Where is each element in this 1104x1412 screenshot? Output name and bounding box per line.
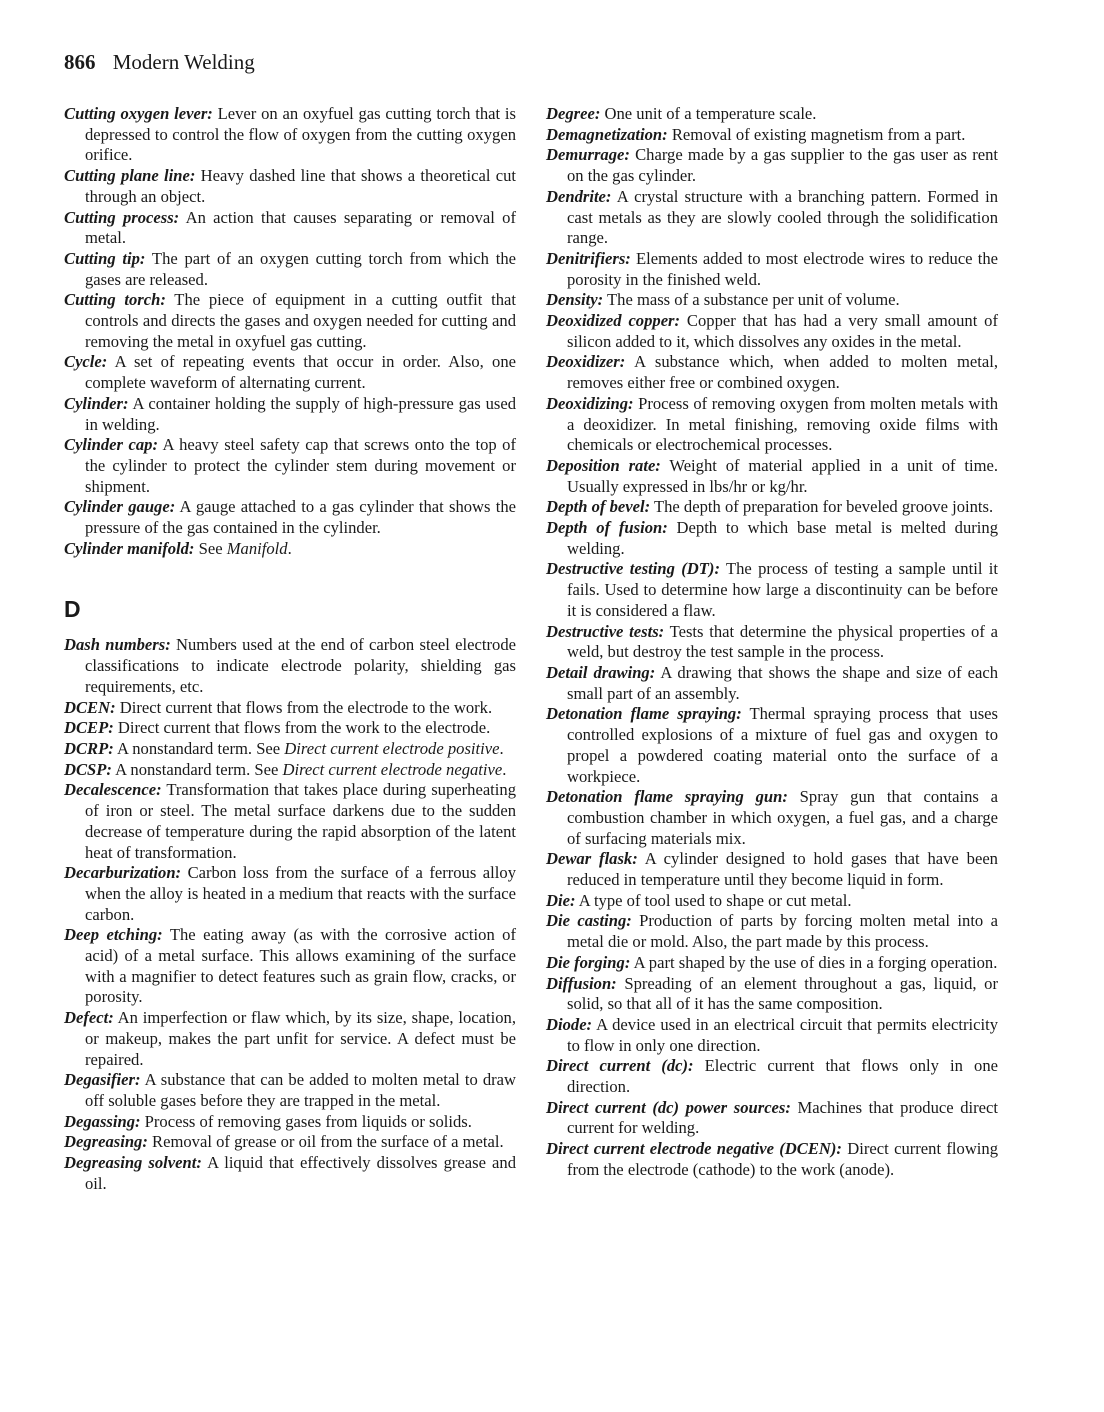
glossary-term: Depth of fusion: (546, 518, 668, 538)
glossary-definition: A nonstandard term. See (111, 759, 283, 779)
glossary-term: Deoxidized copper: (546, 311, 681, 331)
glossary-entry (546, 559, 998, 621)
glossary-entry (64, 1008, 516, 1070)
glossary-definition: Direct current that flows from the electrode to the work. (115, 697, 493, 717)
left-column (64, 104, 516, 1194)
glossary-entry (546, 891, 998, 912)
glossary-entry (546, 849, 998, 890)
glossary-entry (64, 635, 516, 697)
definition-tail: . (502, 759, 507, 779)
glossary-term: Denitrifiers: (546, 248, 631, 268)
glossary-term: Decarburization: (64, 863, 182, 883)
glossary-entry (546, 352, 998, 393)
cross-reference: Manifold (226, 538, 288, 558)
glossary-term: Detonation flame spraying: (546, 704, 742, 724)
glossary-entry (546, 1139, 998, 1180)
glossary-term: Decalescence: (64, 780, 162, 800)
glossary-entry (546, 311, 998, 352)
glossary-term: Cutting process: (64, 207, 180, 227)
glossary-definition: A heavy steel safety cap that screws onto the top of the cylinder to protect the cylinder stem during movement or shipment. (85, 435, 516, 496)
glossary-term: Depth of bevel: (546, 497, 651, 517)
glossary-term: DCSP: (64, 759, 112, 779)
glossary-definition: The process of testing a sample until it fails. Used to determine how large a discontinuity can be before it is considered a flaw. (567, 559, 998, 620)
glossary-entry (64, 863, 516, 925)
section-letter-heading: D (64, 596, 81, 623)
glossary-definition: A type of tool used to shape or cut metal. (575, 890, 852, 910)
glossary-entry (546, 249, 998, 290)
glossary-definition: A part shaped by the use of dies in a forging operation. (630, 952, 998, 972)
glossary-entry (64, 698, 516, 719)
glossary-definition: One unit of a temperature scale. (600, 104, 817, 123)
glossary-list-d (64, 635, 516, 1194)
glossary-term: Cylinder manifold: (64, 538, 195, 558)
glossary-term: DCRP: (64, 738, 114, 758)
definition-tail: . (499, 738, 504, 758)
glossary-entry (546, 1098, 998, 1139)
book-title: Modern Welding (112, 50, 255, 74)
glossary-term: Demurrage: (546, 145, 630, 165)
glossary-term: DCEP: (64, 718, 114, 738)
glossary-entry (64, 539, 516, 560)
glossary-definition: Lever on an oxyfuel gas cutting torch that is depressed to control the flow of oxygen from the cutting oxygen orifice. (85, 104, 516, 165)
glossary-definition: A drawing that shows the shape and size of each small part of an assembly. (567, 662, 999, 703)
glossary-definition: Heavy dashed line that shows a theoretical cut through an object. (85, 166, 516, 206)
glossary-definition: Numbers used at the end of carbon steel electrode classifications to indicate electrode polarity, shielding gas requirements, etc. (85, 635, 516, 696)
glossary-entry (546, 104, 998, 125)
glossary-term: Die casting: (546, 911, 632, 931)
glossary-term: Degree: (546, 104, 601, 123)
glossary-entry (546, 622, 998, 663)
running-header (64, 50, 255, 75)
glossary-entry (546, 1015, 998, 1056)
glossary-definition: Process of removing gases from liquids or solids. (140, 1111, 472, 1131)
glossary-entry (64, 1132, 516, 1153)
glossary-term: Detail drawing: (546, 662, 656, 682)
glossary-entry (64, 780, 516, 863)
glossary-definition: Spreading of an element throughout a gas, liquid, or solid, so that all of it has the same composition. (567, 973, 998, 1014)
glossary-entry (546, 704, 998, 787)
glossary-entry (546, 953, 998, 974)
glossary-entry (546, 497, 998, 518)
glossary-term: Destructive tests: (546, 621, 665, 641)
glossary-definition: Weight of material applied in a unit of time. Usually expressed in lbs/hr or kg/hr. (567, 455, 998, 496)
glossary-definition: The part of an oxygen cutting torch from which the gases are released. (85, 248, 516, 289)
right-column (546, 104, 998, 1181)
glossary-definition: Depth to which base metal is melted during welding. (567, 518, 998, 558)
glossary-term: Density: (546, 290, 604, 310)
glossary-definition: Thermal spraying process that uses controlled explosions of a mixture of fuel gas and oxygen to propel a powdered coating material onto the surface of a workpiece. (567, 704, 998, 786)
glossary-definition: A substance that can be added to molten metal to draw off soluble gases before they are trapped in the metal. (85, 1070, 516, 1110)
glossary-term: Die: (546, 890, 576, 910)
glossary-entry (64, 249, 516, 290)
glossary-definition: A set of repeating events that occur in order. Also, one complete waveform of alternating current. (85, 352, 516, 393)
glossary-entry (546, 145, 998, 186)
glossary-list-c (64, 104, 516, 559)
glossary-term: Dendrite: (546, 186, 612, 206)
glossary-term: Cycle: (64, 352, 108, 372)
glossary-entry (64, 104, 516, 166)
glossary-term: Dewar flask: (546, 849, 638, 869)
glossary-definition: An imperfection or flaw which, by its size, shape, location, or makeup, makes the part unfit for service. A defect must be repaired. (85, 1008, 516, 1069)
glossary-term: Cutting plane line: (64, 166, 196, 186)
glossary-definition: Removal of existing magnetism from a part. (667, 124, 966, 144)
glossary-term: Degasifier: (64, 1070, 141, 1090)
cross-reference: Direct current electrode positive (284, 738, 500, 758)
glossary-entry (64, 760, 516, 781)
glossary-entry (546, 663, 998, 704)
glossary-entry (546, 518, 998, 559)
glossary-entry (64, 1070, 516, 1111)
glossary-definition: Spray gun that contains a combustion chamber in which oxygen, a fuel gas, and a charge of surfacing materials mix. (567, 787, 998, 848)
glossary-term: Cylinder cap: (64, 435, 158, 455)
glossary-definition: A liquid that effectively dissolves grease and oil. (85, 1153, 517, 1193)
glossary-entry (546, 974, 998, 1015)
glossary-definition: Direct current that flows from the work to the electrode. (113, 718, 491, 738)
glossary-term: Cylinder: (64, 393, 129, 413)
glossary-definition: A cylinder designed to hold gases that have been reduced in temperature until they become liquid in form. (567, 849, 998, 890)
glossary-definition: Charge made by a gas supplier to the gas user as rent on the gas cylinder. (567, 145, 998, 186)
glossary-entry (64, 208, 516, 249)
glossary-definition: The piece of equipment in a cutting outfit that controls and directs the gases and oxygen needed for cutting and removing the metal in oxyfuel gas cutting. (85, 290, 516, 351)
glossary-entry (546, 787, 998, 849)
glossary-definition: A substance which, when added to molten metal, removes either free or combined oxygen. (567, 352, 998, 393)
glossary-definition: An action that causes separating or removal of metal. (85, 207, 516, 248)
glossary-entry (64, 1153, 516, 1194)
glossary-definition: Transformation that takes place during superheating of iron or steel. The metal surface darkens due to the sudden decrease of temperature during the rapid absorption of the latent heat of transformation. (85, 780, 516, 862)
glossary-definition: Removal of grease or oil from the surface of a metal. (147, 1132, 504, 1152)
glossary-definition: Elements added to most electrode wires to reduce the porosity in the finished weld. (567, 248, 998, 289)
glossary-entry (64, 352, 516, 393)
glossary-definition: Direct current flowing from the electrode (cathode) to the work (anode). (567, 1139, 999, 1179)
glossary-definition: Tests that determine the physical properties of a weld, but destroy the test sample in the process. (567, 621, 998, 662)
glossary-entry (546, 290, 998, 311)
glossary-entry (546, 125, 998, 146)
glossary-definition: A container holding the supply of high-pressure gas used in welding. (85, 393, 516, 434)
glossary-term: Direct current electrode negative (DCEN): (546, 1139, 842, 1159)
glossary-entry (64, 739, 516, 760)
glossary-entry (64, 497, 516, 538)
glossary-definition: A nonstandard term. See (113, 738, 285, 758)
glossary-term: Direct current (dc) power sources: (546, 1097, 791, 1117)
glossary-definition: Machines that produce direct current for welding. (567, 1097, 998, 1138)
glossary-entry (64, 166, 516, 207)
glossary-definition: A gauge attached to a gas cylinder that shows the pressure of the gas contained in the cylinder. (85, 497, 516, 538)
glossary-entry (546, 1056, 998, 1097)
glossary-entry (64, 394, 516, 435)
glossary-term: Destructive testing (DT): (546, 559, 720, 579)
glossary-term: Deep etching: (64, 925, 163, 945)
glossary-term: Deoxidizing: (546, 393, 634, 413)
glossary-definition: The eating away (as with the corrosive action of acid) of a metal surface. This allows examining of the surface with a magnifier to detect features such as grain flow, cracks, or porosity. (85, 925, 517, 1007)
glossary-term: Degreasing solvent: (64, 1153, 202, 1173)
glossary-term: Direct current (dc): (546, 1056, 694, 1076)
glossary-definition: Electric current that flows only in one direction. (567, 1056, 998, 1097)
glossary-term: Cutting oxygen lever: (64, 104, 213, 123)
glossary-definition: The depth of preparation for beveled groove joints. (650, 497, 994, 517)
glossary-definition: See (194, 538, 227, 558)
glossary-term: Deoxidizer: (546, 352, 626, 372)
glossary-term: Die forging: (546, 952, 631, 972)
glossary-entry (64, 718, 516, 739)
glossary-entry (546, 187, 998, 249)
glossary-entry (546, 456, 998, 497)
glossary-definition: A crystal structure with a branching pattern. Formed in cast metals as they are slowly cooled through the solidification range. (567, 186, 998, 248)
glossary-term: Degassing: (64, 1111, 141, 1131)
glossary-definition: Production of parts by forcing molten metal into a metal die or mold. Also, the part made by this process. (567, 911, 999, 952)
glossary-term: Detonation flame spraying gun: (546, 787, 788, 807)
glossary-term: Cutting torch: (64, 290, 166, 310)
glossary-definition: Copper that has had a very small amount of silicon added to it, which dissolves any oxides in the metal. (567, 311, 998, 351)
glossary-term: Dash numbers: (64, 635, 171, 655)
glossary-term: Degreasing: (64, 1132, 148, 1152)
glossary-term: Demagnetization: (546, 124, 668, 144)
glossary-definition: Process of removing oxygen from molten metals with a deoxidizer. In metal finishing, removing oxide films with chemicals or electrochemical processes. (567, 393, 998, 455)
page-number: 866 (64, 50, 96, 74)
glossary-term: Cutting tip: (64, 248, 146, 268)
glossary-entry (64, 925, 516, 1008)
glossary-entry (64, 1112, 516, 1133)
glossary-entry (546, 394, 998, 456)
glossary-definition: The mass of a substance per unit of volume. (603, 290, 900, 310)
glossary-definition: A device used in an electrical circuit that permits electricity to flow in only one direction. (567, 1014, 998, 1055)
definition-tail: . (287, 538, 292, 558)
glossary-entry (546, 911, 998, 952)
glossary-term: DCEN: (64, 697, 116, 717)
glossary-entry (64, 290, 516, 352)
glossary-list-d-continued (546, 104, 998, 1181)
glossary-term: Cylinder gauge: (64, 497, 176, 517)
glossary-term: Diode: (546, 1014, 593, 1034)
glossary-term: Defect: (64, 1008, 114, 1028)
glossary-entry (64, 435, 516, 497)
glossary-term: Deposition rate: (546, 455, 661, 475)
glossary-term: Diffusion: (546, 973, 617, 993)
glossary-definition: Carbon loss from the surface of a ferrous alloy when the alloy is heated in a medium that reacts with the surface carbon. (85, 863, 516, 924)
cross-reference: Direct current electrode negative (282, 759, 503, 779)
